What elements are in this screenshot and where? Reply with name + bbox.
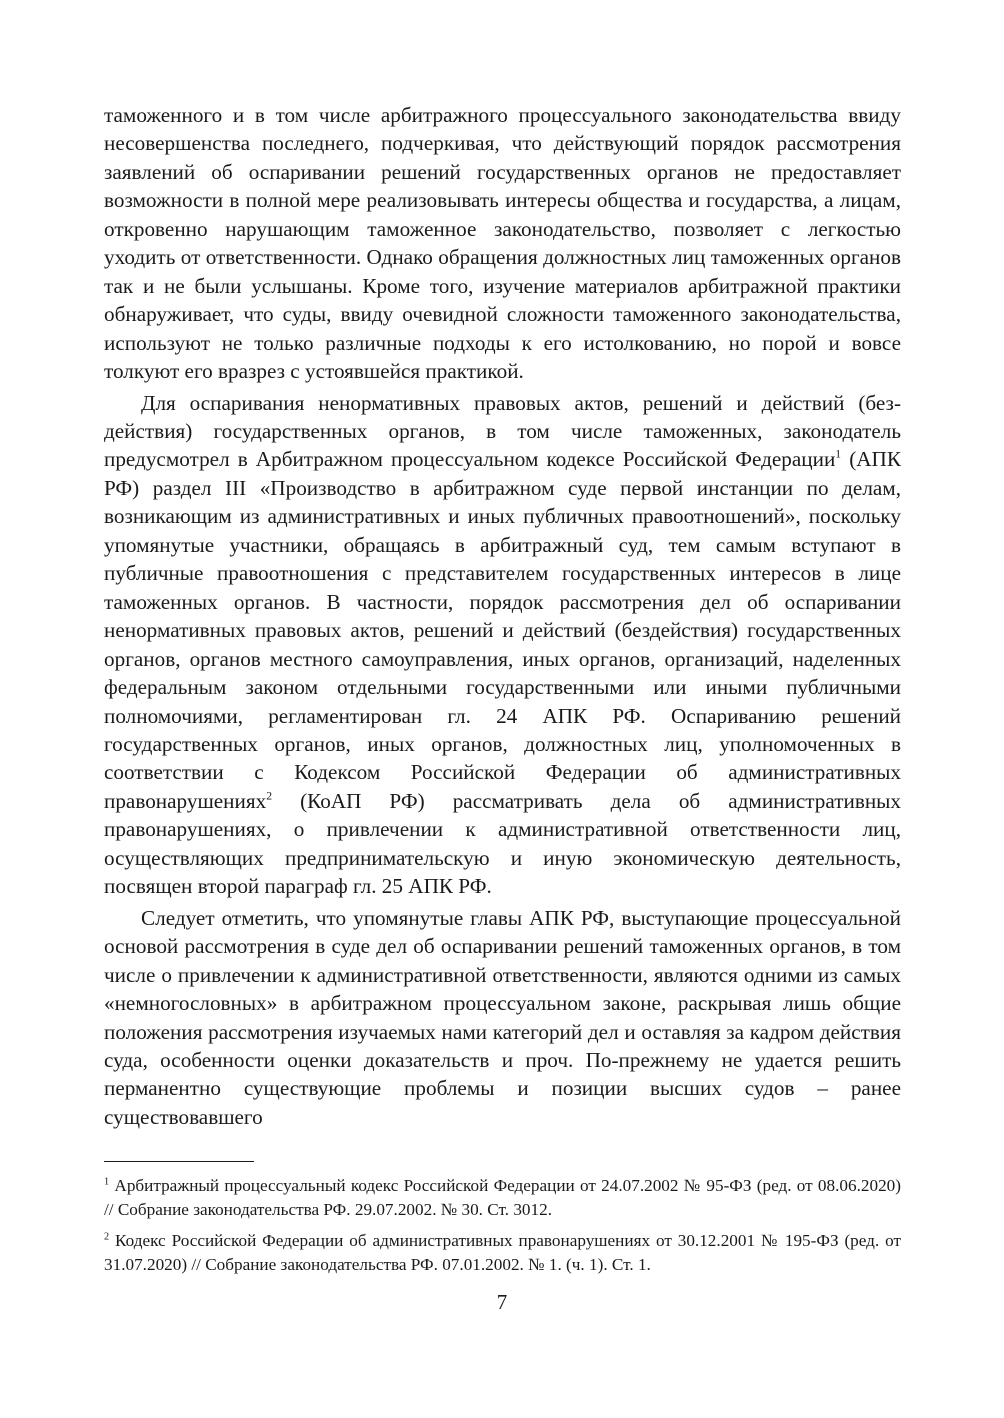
paragraph-2-text-a: Для оспаривания ненормативных правовых актов, решений и действий (бездействия) государственных органов, в том числе таможенных, законодатель предусмотрел в Арбитражном процессуальном кодексе Российской Федерации	[104, 390, 901, 472]
footnote-1-text: Арбитражный процессуальный кодекс Российской Федерации от 24.07.2002 № 95-ФЗ (ред. от 08.06.2020) // Собрание законодательства РФ. 29.07.2002. № 30. Ст. 3012.	[104, 1176, 901, 1219]
footnote-2-marker: 2	[104, 1231, 110, 1243]
footnote-2-text: Кодекс Российской Федерации об административных правонарушениях от 30.12.2001 № 195-ФЗ (ред. от 31.07.2020) // Собрание законодательства РФ. 07.01.2002. № 1. (ч. 1). Ст. 1.	[104, 1231, 901, 1274]
paragraph-1-text: таможенного и в том числе арбитражного процессуального законодательства ввиду несовершенства последнего, подчеркивая, что действующий порядок рассмотрения заявлений об оспаривании решений государственных органов не предоставляет возможности в полной мере реализовывать интересы общества и государства, а лицам, откровенно нарушающим таможенное законодательство, позволяет с легкостью уходить от ответственности. Однако обращения должностных лиц таможенных органов так и не были услышаны. Кроме того, изучение материалов арбитражной практики обнаруживает, что суды, ввиду очевидной сложности таможенного законодательства, используют не только различные подходы к его истолкованию, но порой и вовсе толкуют его вразрез с устоявшейся практикой.	[104, 103, 901, 384]
footnote-2	[104, 1229, 901, 1276]
paragraph-2-text-c: (КоАП РФ) рассматривать дела об административных правонарушениях, о привлечении к административной ответственности лиц, осуществляющих предпринимательскую и иную экономическую деятельность, посвящен второй параграф гл. 25 АПК РФ.	[104, 788, 901, 899]
footnote-ref-2[interactable]: 2	[266, 789, 273, 803]
footnote-separator	[104, 1161, 254, 1162]
paragraph-1	[104, 101, 901, 386]
footnote-ref-1[interactable]: 1	[835, 448, 842, 462]
footnote-1-marker: 1	[104, 1176, 110, 1188]
paragraph-3-text: Следует отметить, что упомянутые главы АПК РФ, выступающие процессуальной основой рассмотрения в суде дел об оспаривании решений таможенных органов, в том числе о привлечении к административной ответственности, являются одними из самых «немногословных» в арбитражном процессуальном законе, раскрывая лишь общие положения рассмотрения изучаемых нами категорий дел и оставляя за кадром действия суда, особенности оценки доказательств и проч. По-прежнему не удается решить перманентно существующие проблемы и позиции высших судов – ранее существовавшего	[104, 905, 901, 1129]
paragraph-3	[104, 904, 901, 1132]
paragraph-2	[104, 389, 901, 901]
body-text	[104, 101, 901, 1131]
page-number: 7	[496, 1290, 508, 1314]
footnote-1	[104, 1174, 901, 1221]
paragraph-2-text-b: (АПК РФ) раздел III «Производство в арбитражном суде первой инстанции по делам, возникающим из административных и иных публичных правоотношений», поскольку упомянутые участники, обращаясь в арбитражный суд, тем самым вступают в публичные правоотношения с представителем государственных интересов в лице таможенных органов. В частности, порядок рассмотрения дел об оспаривании ненормативных правовых актов, решений и действий (бездействия) государственных органов, органов местного самоуправления, иных органов, организаций, наделенных федеральным законом отдельными государственными или иными публичными полномочиями, регламентирован гл. 24 АПК РФ. Оспариванию решений государственных органов, иных органов, должностных лиц, уполномоченных в соответствии с Кодексом Российской Федерации об административных правонарушениях	[104, 447, 901, 813]
footnotes	[104, 1174, 901, 1284]
